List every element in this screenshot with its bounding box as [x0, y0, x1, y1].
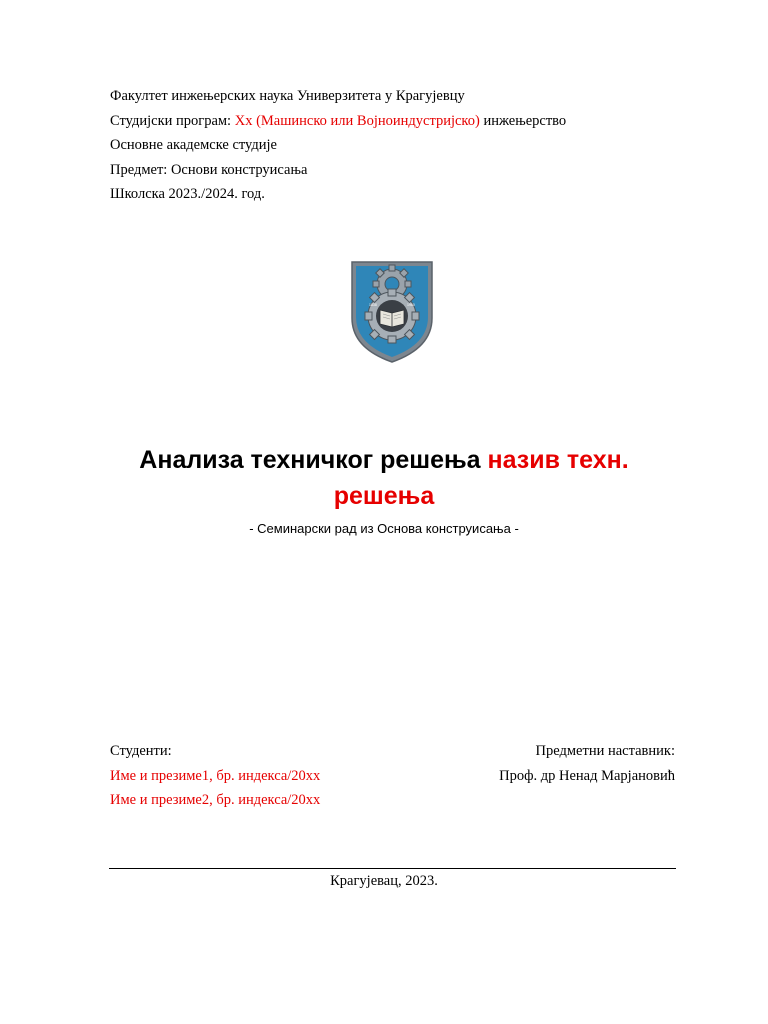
title-placeholder: назив техн. решења: [333, 446, 629, 510]
university-crest-logo: [346, 254, 438, 364]
student-2: Име и презиме2, бр. индекса/20xx: [110, 792, 321, 808]
teacher-label: Предметни наставник:: [535, 743, 675, 759]
students-block: [110, 739, 320, 813]
program-line: [110, 109, 566, 134]
logo-year-left: 1838: [369, 303, 377, 307]
teacher-block: [499, 739, 675, 788]
place-date: Крагујевац, 2023.: [330, 873, 438, 889]
subject-line: Предмет: Основи конструисања: [110, 161, 308, 178]
footer-divider: [109, 868, 676, 869]
studies-line: Основне академске студије: [110, 137, 277, 153]
student-1: Име и презиме1, бр. индекса/20xx: [110, 767, 321, 784]
faculty-line: Факултет инжењерских наука Универзитета у Крагујевцу: [110, 88, 465, 104]
title-block: [0, 442, 768, 538]
header-block: [110, 84, 566, 207]
document-subtitle: - Семинарски рад из Основа конструисања -: [249, 521, 519, 536]
program-label: Студијски програм:: [110, 112, 235, 129]
document-title: [104, 442, 664, 514]
program-suffix: инжењерство: [479, 112, 567, 129]
logo-year-right: 1960: [407, 303, 415, 307]
teacher-name: Проф. др Ненад Марјановић: [499, 767, 675, 784]
program-placeholder: Xx (Машинско или Војноиндустријско): [234, 112, 480, 129]
students-label: Студенти:: [110, 743, 172, 759]
title-main: Анализа техничког решења: [139, 446, 488, 474]
school-year-line: Школска 2023./2024. год.: [110, 186, 265, 202]
